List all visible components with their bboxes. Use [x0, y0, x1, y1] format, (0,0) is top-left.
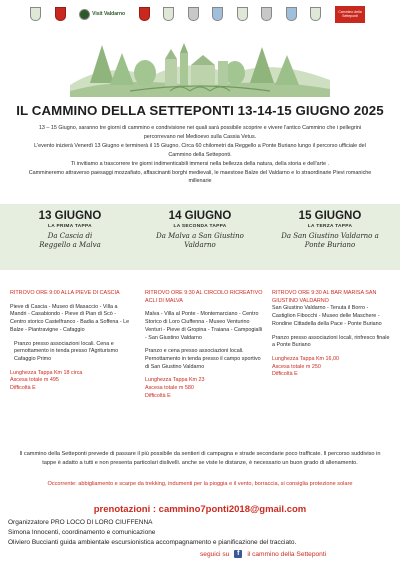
route-description: Malva - Villa al Ponte - Montemarciano - Centro Storico di Loro Ciuffenna - Museo Venturino Venturi - Pieve di Gropina - Traiana - Campogialli - San Giustino Valdarno	[145, 311, 263, 341]
page-title: IL CAMMINO DELLA SETTEPONTI 13-14-15 GIUGNO 2025	[16, 103, 384, 118]
organizer-line: Organizzatore PRO LOCO DI LORO CIUFFENNA	[8, 519, 153, 526]
stage-ascent: Ascesa totale m 580	[145, 385, 194, 392]
stage-2	[135, 210, 265, 249]
stage-date: 15 GIUGNO	[298, 210, 362, 222]
route-description: San Giustino Valdarno - Tenuta il Borro - Castiglion Fibocchi - Museo delle Maschere - Rondine Cittadella della Pace - Ponte Buriano	[272, 305, 382, 327]
municipality-crest	[163, 7, 174, 21]
meeting-point: RITROVO ORE 9:00 ALLA PIEVE DI CASCIA	[10, 290, 120, 296]
landscape-illustration	[70, 25, 330, 97]
social-follow	[200, 550, 390, 558]
organizers	[8, 518, 400, 548]
municipality-crest	[237, 7, 248, 21]
route-note: Il cammino della Setteponti prevede di passare il più possibile da sentieri di campagna e strade secondarie poco trafficate. Il percorso suddiviso in tappe è adatto a tutti e non presenta particolari dislivelli. anche se viste le distanze, è necessario un buon grado di allenamento.	[19, 451, 381, 466]
municipality-crest	[212, 7, 223, 21]
visit-valdarno-logo: Visit Valdarno	[79, 9, 125, 20]
stage-1	[5, 210, 135, 249]
stage-2-details	[145, 290, 265, 400]
stage-difficulty: Difficoltà E	[10, 385, 36, 392]
municipality-crest	[30, 7, 41, 21]
follow-label: seguici su	[200, 550, 230, 558]
lunch-info: Pranzo e cena presso associazioni locali. Pernottamento in tenda presso il campo sportivo di San Giustino Valdarno	[145, 348, 261, 370]
lunch-info: Pranzo presso associazioni locali, rinfresco finale a Ponte Buriano	[272, 334, 390, 349]
municipality-crest	[310, 7, 321, 21]
stage-route: Da San Giustino Valdarno a Ponte Buriano	[281, 232, 379, 249]
sponsor-logos	[30, 5, 365, 23]
stage-length: Lunghezza Tappa Km 16,00	[272, 355, 340, 362]
intro-paragraph: 13 – 15 Giugno, saranno tre giorni di cammino e condivisione nei quali sarà possibile scoprire e vivere l'antico Cammino che i pellegrini percorrevano nel Medioevo sulla Cassia Vetus.	[38, 125, 362, 140]
stage-3	[265, 210, 395, 249]
intro-paragraph: L'evento inizierà Venerdì 13 Giugno e terminerà il 15 Giugno. Circa 60 chilometri da Reggello a Ponte Buriano lungo il percorso ufficiale del Cammino della Setteponti.	[34, 142, 366, 158]
municipality-crest	[261, 7, 272, 21]
stage-length: Lunghezza Tappa Km 23	[145, 377, 205, 384]
facebook-icon[interactable]: f	[234, 550, 242, 558]
intro-text	[25, 124, 375, 186]
stages-band	[0, 204, 400, 270]
lunch-info: Pranzo presso associazioni locali. Cena e pernottamento in tenda presso l'Agriturismo Cafaggio Primo	[14, 340, 119, 362]
organizer-line: Simona Innocenti, coordinamento e comunicazione	[8, 529, 156, 536]
stage-ascent: Ascesa totale m 250	[272, 363, 321, 370]
equipment-note: Occorrente: abbigliamento e scarpe da trekking, indumenti per la pioggia e il vento, borraccia, si consiglia protezione solare	[47, 481, 353, 487]
municipality-crest	[139, 7, 150, 21]
stage-label: LA PRIMA TAPPA	[48, 224, 92, 229]
stage-label: LA TERZA TAPPA	[307, 224, 353, 229]
intro-paragraph: Ti invitiamo a trascorrere tre giorni indimenticabili immersi nella bellezza della natura, della storia e dell'arte .	[71, 160, 329, 167]
facebook-page-link[interactable]: il cammino della Setteponti	[247, 550, 327, 558]
intro-paragraph: Cammineremo attraverso paesaggi mozzafiato, affascinanti borghi medievali, le maestose Balze del Valdarno e lo straordinarie Pievi romaniche millenarie	[28, 169, 372, 185]
booking-email: prenotazioni : cammino7ponti2018@gmail.com	[93, 504, 307, 515]
stage-difficulty: Difficoltà E	[145, 392, 171, 399]
meeting-point: RITROVO ORE 9:30 AL CIRCOLO RICREATIVO ACLI DI MALVA	[145, 290, 263, 304]
stage-difficulty: Difficoltà E	[272, 371, 298, 378]
stage-1-details	[10, 290, 130, 393]
municipality-crest	[55, 7, 66, 21]
setteponti-banner-logo: Cammino della Setteponti	[335, 6, 365, 23]
municipality-crest	[188, 7, 199, 21]
organizer-line: Oliviero Buccianti guida ambientale escursionistica accompagnamento e pianificazione del tracciato.	[8, 539, 297, 546]
stage-date: 13 GIUGNO	[38, 210, 102, 222]
stage-route: Da Malva a San Giustino Valdarno	[156, 232, 244, 249]
stage-length: Lunghezza Tappa Km 18 circa	[10, 369, 83, 376]
stage-ascent: Ascesa totale m 495	[10, 377, 59, 384]
municipality-crest	[286, 7, 297, 21]
meeting-point: RITROVO ORE 9:30 AL BAR MARISA SAN GIUSTINO VALDARNO	[272, 290, 377, 304]
stage-date: 14 GIUGNO	[168, 210, 232, 222]
route-description: Pieve di Cascia - Museo di Masaccio - Villa a Mandri - Casabiondo - Pieve di Pian di Scò - Centro storico Castelfranco - Badia a Soffena - Le Balze - Piantravigne - Cafaggio	[10, 303, 130, 333]
stage-route: Da Cascia di Reggello a Malva	[39, 232, 101, 249]
stage-label: LA SECONDA TAPPA	[173, 224, 227, 229]
stage-3-details	[272, 290, 390, 379]
